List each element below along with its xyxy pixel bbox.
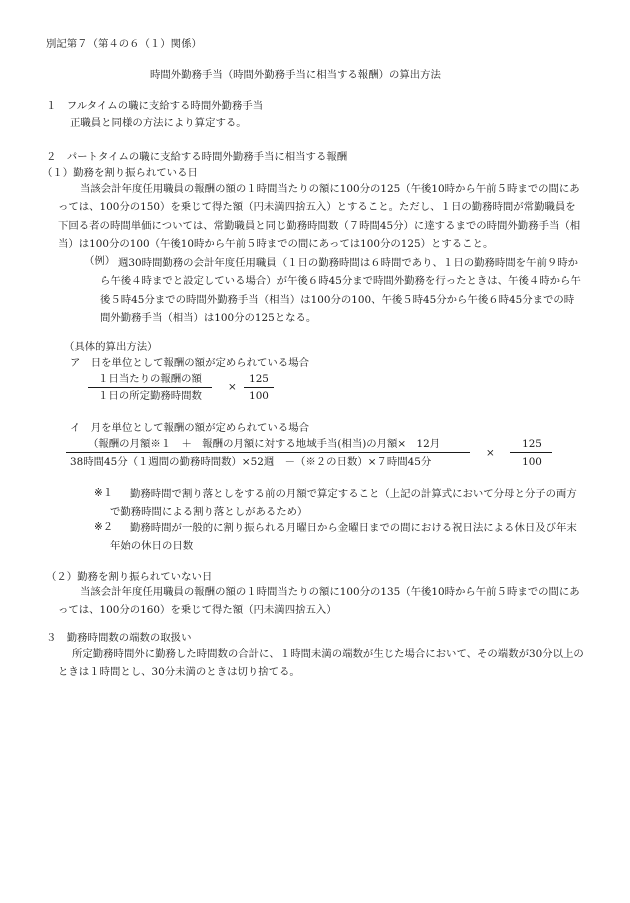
formula-a-heading: ア 日を単位として報酬の額が定められている場合 — [70, 357, 309, 369]
formula-a-fraction-bar — [88, 387, 212, 388]
formula-a-denominator: １日の所定勤務時間数 — [98, 390, 202, 402]
section-3-heading: ３ 勤務時間数の端数の取扱い — [46, 632, 192, 644]
formula-i-rate-denominator: 100 — [522, 456, 542, 468]
note-1-mark: ※１ — [94, 487, 114, 499]
formula-a-rate-bar — [244, 387, 274, 388]
formula-i-numerator: （報酬の月額※１ ＋ 報酬の月額に対する地域手当(相当)の月額× 12月 — [88, 438, 441, 450]
note-1-text: 勤務時間で割り落としをする前の月額で算定すること（上記の計算式において分母と分子の両方で勤務時間による割り落としがあるため） — [110, 488, 577, 519]
section-1-body: 正職員と同様の方法により算定する。 — [70, 117, 247, 129]
formula-i-rate-numerator: 125 — [522, 438, 542, 450]
formula-i-times: × — [486, 447, 495, 459]
formula-i-rate-bar — [510, 452, 552, 453]
formula-i-fraction-bar — [66, 452, 470, 453]
section-1-heading: １ フルタイムの職に支給する時間外勤務手当 — [46, 100, 264, 112]
example-label: （例） — [84, 255, 116, 267]
formula-a-rate-numerator: 125 — [249, 373, 269, 385]
formula-a-rate-denominator: 100 — [249, 390, 269, 402]
formula-i-denominator: 38時間45分（１週間の勤務時間数）×52週 －（※２の日数）×７時間45分 — [70, 456, 432, 468]
example-body: 週30時間勤務の会計年度任用職員（１日の勤務時間は６時間であり、１日の勤務時間を午前９時から午後４時までと設定している場合）が午後６時45分まで時間外勤務を行ったときは、午後４時から午後５時45分までの時間外勤務手当（相当）は100分の100、午後５時45分から午後６時45分までの時間外勤務手当（相当）は100分の125となる。 — [100, 257, 581, 324]
section-2-heading: ２ パートタイムの職に支給する時間外勤務手当に相当する報酬 — [46, 151, 348, 163]
note-2-text: 勤務時間が一般的に割り振られる月曜日から金曜日までの間における祝日法による休日及び年末年始の休日の日数 — [110, 522, 577, 553]
formula-a-numerator: １日当たりの報酬の額 — [98, 373, 202, 385]
note-2-mark: ※２ — [94, 521, 114, 533]
formula-i-heading: イ 月を単位として報酬の額が定められている場合 — [70, 422, 309, 434]
attachment-reference: 別記第７（第４の６（１）関係） — [46, 38, 202, 50]
section-3-body: 所定勤務時間外に勤務した時間数の合計に、１時間未満の端数が生じた場合において、その端数が30分以上のときは１時間とし、30分未満のときは切り捨てる。 — [58, 648, 584, 679]
calc-method-heading: （具体的算出方法） — [64, 341, 158, 353]
subsection-2-2-heading: （２）勤務を割り振られていない日 — [46, 571, 213, 583]
formula-a-times: × — [228, 381, 237, 393]
subsection-2-2-body: 当該会計年度任用職員の報酬の額の１時間当たりの額に100分の135（午後10時から午前５時までの間にあっては、100分の160）を乗じて得た額（円未満四捨五入） — [58, 586, 580, 617]
subsection-2-1-heading: （１）勤務を割り振られている日 — [42, 167, 198, 179]
subsection-2-1-body: 当該会計年度任用職員の報酬の額の１時間当たりの額に100分の125（午後10時から午前５時までの間にあっては、100分の150）を乗じて得た額（円未満四捨五入）とすること。ただし、１日の勤務時間が常勤職員を下回る者の時間単価については、常勤職員と同じ勤務時間数（７時間45分）に達するまでの時間外勤務手当（相当）は100分の100（午後10時から午前５時までの間にあっては100分の125）とすること。 — [58, 183, 581, 250]
document-title: 時間外勤務手当（時間外勤務手当に相当する報酬）の算出方法 — [150, 69, 441, 81]
